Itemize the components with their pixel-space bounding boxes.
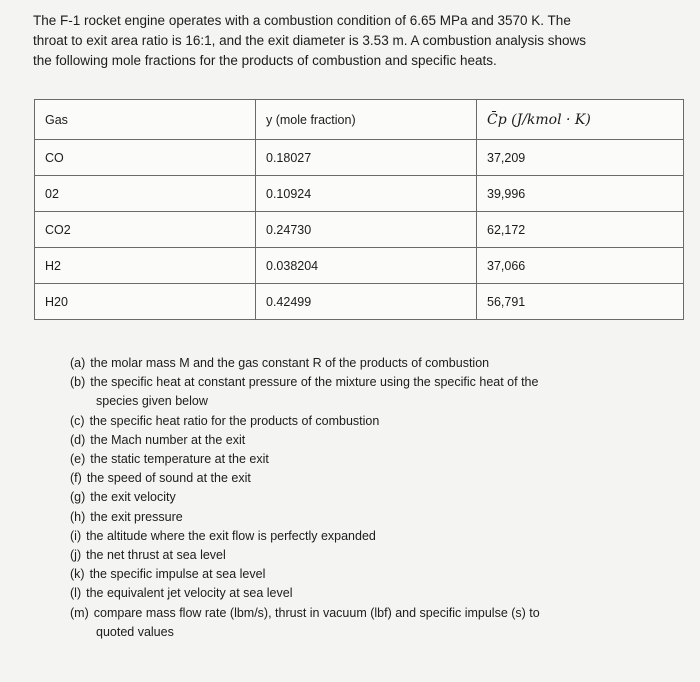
question-item: (j) the net thrust at sea level <box>70 548 226 563</box>
table-row <box>35 248 684 284</box>
question-item: (b) the specific heat at constant pressure of the mixture using the specific heat of the <box>70 375 539 390</box>
question-item: (f) the speed of sound at the exit <box>70 471 251 486</box>
question-item: (h) the exit pressure <box>70 509 183 524</box>
cell-mole-fraction: 0.42499 <box>256 284 477 320</box>
cell-specific-heat: 37,066 <box>477 248 684 284</box>
cell-gas: CO <box>35 140 256 176</box>
question-continuation: quoted values <box>96 624 174 639</box>
question-item: (d) the Mach number at the exit <box>70 432 246 447</box>
table-row <box>35 176 684 212</box>
header-gas: Gas <box>35 100 256 140</box>
intro-line-1: The F-1 rocket engine operates with a combustion condition of 6.65 MPa and 3570 K. The <box>33 13 571 28</box>
problem-statement <box>33 11 683 71</box>
cell-mole-fraction: 0.10924 <box>256 176 477 212</box>
question-item: (i) the altitude where the exit flow is perfectly expanded <box>70 528 376 543</box>
cell-specific-heat: 56,791 <box>477 284 684 320</box>
combustion-products-table <box>34 99 684 320</box>
table-row <box>35 284 684 320</box>
table-row <box>35 212 684 248</box>
cell-specific-heat: 62,172 <box>477 212 684 248</box>
intro-line-3: the following mole fractions for the products of combustion and specific heats. <box>33 53 497 68</box>
cell-gas: H20 <box>35 284 256 320</box>
header-specific-heat: C̄p (J/kmol · K) <box>477 100 684 140</box>
cell-gas: H2 <box>35 248 256 284</box>
table-row <box>35 140 684 176</box>
question-item: (a) the molar mass M and the gas constant R of the products of combustion <box>70 356 490 370</box>
cell-gas: CO2 <box>35 212 256 248</box>
question-item: (m) compare mass flow rate (lbm/s), thrust in vacuum (lbf) and specific impulse (s) to <box>70 605 540 620</box>
cell-specific-heat: 39,996 <box>477 176 684 212</box>
question-item: (l) the equivalent jet velocity at sea level <box>70 586 293 601</box>
cell-mole-fraction: 0.18027 <box>256 140 477 176</box>
header-mole-fraction: y (mole fraction) <box>256 100 477 140</box>
intro-line-2: throat to exit area ratio is 16:1, and the exit diameter is 3.53 m. A combustion analysis shows <box>33 33 587 48</box>
table-header-row <box>35 100 684 140</box>
question-item: (k) the specific impulse at sea level <box>70 567 266 582</box>
question-item: (e) the static temperature at the exit <box>70 452 269 467</box>
cell-mole-fraction: 0.038204 <box>256 248 477 284</box>
cell-specific-heat: 37,209 <box>477 140 684 176</box>
question-continuation: species given below <box>96 394 208 409</box>
question-item: (c) the specific heat ratio for the products of combustion <box>70 413 380 428</box>
question-list <box>70 354 680 642</box>
question-item: (g) the exit velocity <box>70 490 176 505</box>
cell-mole-fraction: 0.24730 <box>256 212 477 248</box>
cell-gas: 02 <box>35 176 256 212</box>
